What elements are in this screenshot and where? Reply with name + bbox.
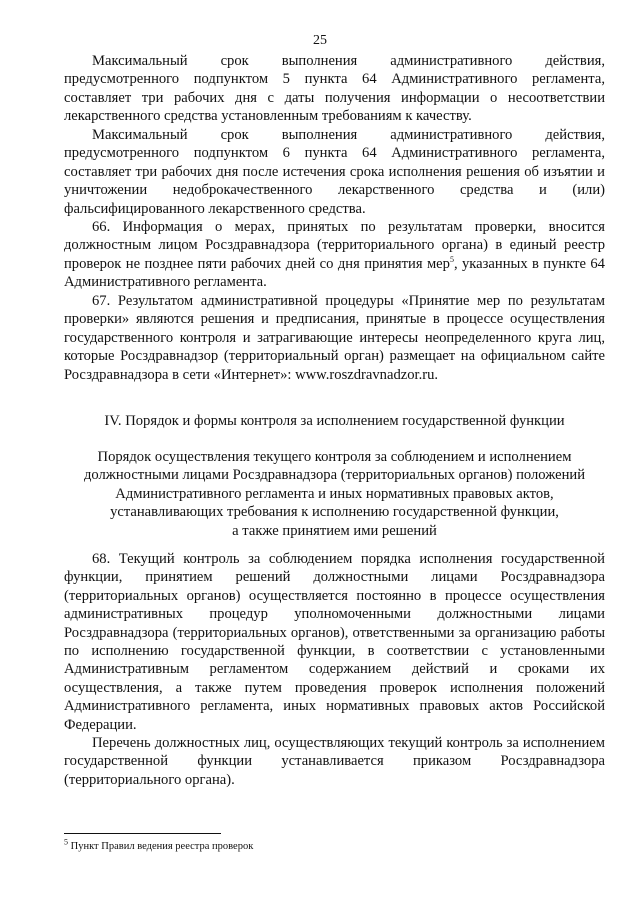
footnote-text: Пункт Правил ведения реестра проверок	[68, 841, 254, 852]
section-heading: IV. Порядок и формы контроля за исполнением государственной функции	[104, 413, 565, 429]
paragraph-66-text: 66. Информация о мерах, принятых по результатам проверки, вносится должностным лицом Росздравнадзора (территориального органа) в единый реестр проверок не позднее пяти рабочих дней со дня принятия мер	[64, 219, 605, 272]
paragraph-66	[64, 218, 605, 292]
page-number: 25	[313, 33, 327, 48]
footnote	[64, 837, 564, 853]
footnote-marker: 5	[64, 837, 68, 847]
subsection-heading-line: должностными лицами Росздравнадзора (территориальных органов) положений	[83, 467, 586, 484]
subsection-heading-line: а также принятием ими решений	[232, 522, 437, 539]
footnote-reference: 5	[449, 254, 454, 264]
paragraph-68: 68. Текущий контроль за соблюдением порядка исполнения государственной функции, принятием решений должностными лицами Росздравнадзора (территориальных органов) осуществляется постоянно в процессе осуществления административных процедур уполномоченными должностными лицами Росздравнадзора (территориальных органов), ответственными за организацию работы по исполнению государственной функции, в соответствии с установленными Административным регламентом содержанием действий и сроками их осуществления, а также путем проведения проверок исполнения положений Административного регламента, иных нормативных правовых актов Российской Федерации.	[64, 551, 605, 733]
subsection-heading-line: Административного регламента и иных нормативных правовых актов,	[115, 485, 554, 502]
subsection-heading-line: Порядок осуществления текущего контроля за соблюдением и исполнением	[97, 449, 572, 465]
subsection-heading	[64, 448, 605, 540]
footnote-divider	[64, 833, 221, 834]
subsection-heading-line: устанавливающих требования к исполнению государственной функции,	[110, 504, 559, 521]
paragraph-66-tail: , указанных в пункте 64 Административного регламента.	[64, 255, 605, 291]
paragraph-deadline-subpoint-6: Максимальный срок выполнения административного действия, предусмотренного подпунктом 6 пункта 64 Административного регламента, составляет три рабочих дня после истечения срока исполнения решения об изъятии и уничтожении недоброкачественного лекарственного средства и (или) фальсифицированного лекарственного средства.	[64, 127, 605, 217]
paragraph-67: 67. Результатом административной процедуры «Принятие мер по результатам проверки» являются решения и предписания, принятые в процессе осуществления государственного контроля и затрагивающие интересы неопределенного круга лиц, которые Росздравнадзор (территориальный орган) размещает на официальном сайте Росздравнадзора в сети «Интернет»: www.roszdravnadzor.ru.	[64, 293, 605, 383]
paragraph-officials-list: Перечень должностных лиц, осуществляющих текущий контроль за исполнением государственной функции устанавливается приказом Росздравнадзора (территориального органа).	[64, 735, 605, 788]
paragraph-deadline-subpoint-5: Максимальный срок выполнения административного действия, предусмотренного подпунктом 5 пункта 64 Административного регламента, составляет три рабочих дня с даты получения информации о несоответствии лекарственного средства установленным требованиям к качеству.	[64, 53, 605, 125]
